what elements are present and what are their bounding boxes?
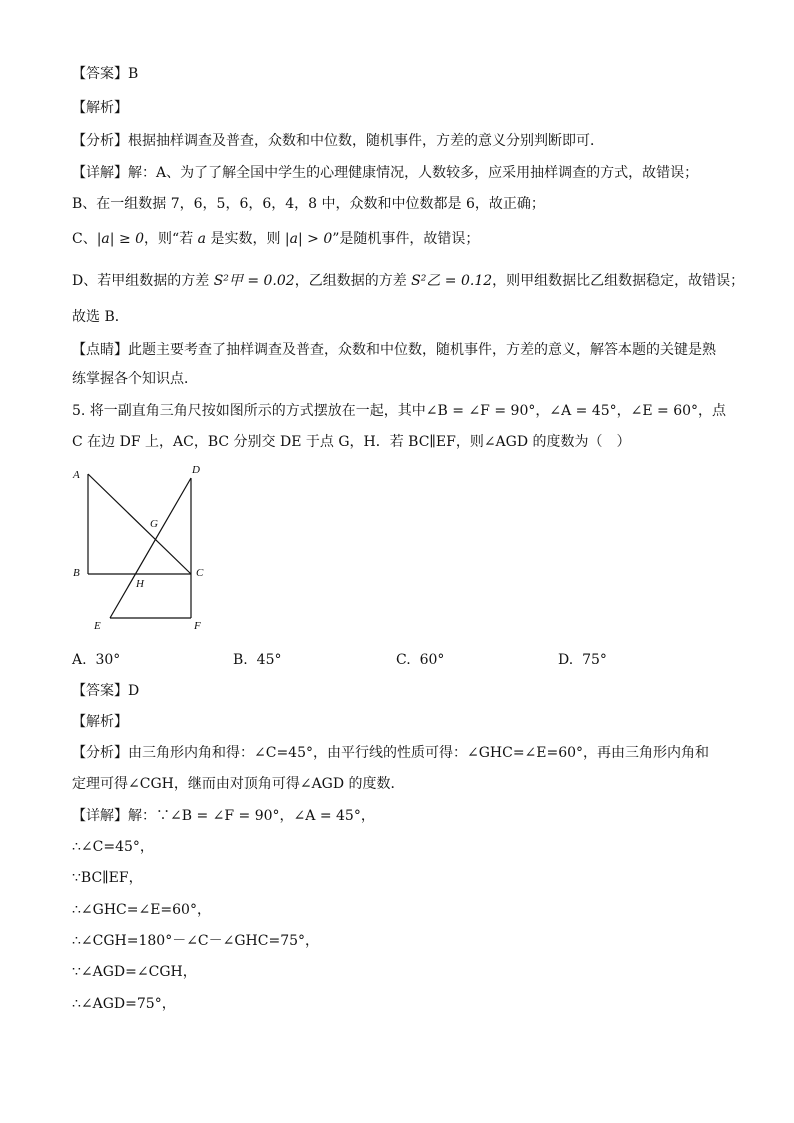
- choose-line: 故选 B．: [72, 309, 129, 325]
- step-4: ∴∠CGH=180°－∠C－∠GHC=75°，: [72, 933, 320, 949]
- c-mid: ，则“若: [144, 231, 198, 247]
- d-math-1: S²甲 = 0.02: [213, 273, 295, 289]
- detail-line-1: [72, 163, 698, 183]
- d-mid: ，乙组数据的方差: [294, 273, 412, 289]
- triangle-figure: [68, 458, 218, 638]
- option-d-letter: D.: [558, 652, 574, 668]
- analysis-heading-1: 【解析】: [72, 100, 128, 116]
- c-var: a: [197, 231, 207, 247]
- c-math-1: |a| ≥ 0: [96, 231, 145, 247]
- option-a-letter: A.: [72, 652, 87, 668]
- option-a-text: 30°: [95, 652, 121, 668]
- step-3: ∴∠GHC=∠E=60°，: [72, 902, 211, 918]
- fenxi-tag: 【分析】: [72, 133, 128, 149]
- answer-tag-2: 【答案】: [72, 683, 128, 699]
- d-prefix: D、若甲组数据的方差: [72, 273, 214, 289]
- detail-text-2: 解：∵∠B = ∠F = 90°，∠A = 45°，: [128, 808, 375, 824]
- c-mid-2: 是实数，则: [206, 231, 285, 247]
- c-post: ”是随机事件，故错误；: [332, 231, 480, 247]
- c-prefix: C、: [72, 231, 97, 247]
- step-2: ∵BC∥EF，: [72, 870, 143, 886]
- analysis-heading-2: 【解析】: [72, 714, 128, 730]
- fenxi-tag-2: 【分析】: [72, 745, 128, 761]
- dianjing-text: 此题主要考查了抽样调查及普查，众数和中位数，随机事件，方差的意义，解答本题的关键是熟: [128, 342, 716, 358]
- answer-line-1: [72, 64, 138, 84]
- segment-ac: [88, 474, 191, 574]
- option-c: [396, 650, 444, 670]
- label-h: H: [136, 578, 144, 590]
- option-c-explanation: [72, 229, 479, 249]
- label-a: A: [73, 469, 80, 481]
- answer-tag: 【答案】: [72, 66, 128, 82]
- option-d-text: 75°: [582, 652, 607, 668]
- answer-line-2: [72, 681, 139, 701]
- dianjing-line-2: 练掌握各个知识点．: [72, 371, 198, 387]
- fenxi-line-2b: 定理可得∠CGH，继而由对顶角可得∠AGD 的度数．: [72, 776, 405, 792]
- option-a: [72, 650, 120, 670]
- step-6: ∴∠AGD=75°，: [72, 996, 176, 1012]
- dianjing-line-1: [72, 340, 716, 360]
- detail-tag-2: 【详解】: [72, 808, 128, 824]
- option-b-explanation: B、在一组数据 7，6，5，6，6，4，8 中，众数和中位数都是 6，故正确；: [72, 196, 545, 212]
- fenxi-text-2: 由三角形内角和得：∠C=45°，由平行线的性质可得：∠GHC=∠E=60°，再由三角形内角和: [128, 745, 710, 761]
- question-5-line-2: C 在边 DF 上，AC，BC 分别交 DE 于点 G，H．若 BC∥EF，则∠AGD 的度数为（ ）: [72, 434, 631, 450]
- detail-tag: 【详解】: [72, 165, 128, 181]
- dianjing-tag: 【点睛】: [72, 342, 128, 358]
- option-b-text: 45°: [256, 652, 282, 668]
- label-c: C: [196, 567, 204, 579]
- option-d: [558, 650, 607, 670]
- fenxi-line-2a: [72, 743, 709, 763]
- answer-value: B: [128, 66, 139, 82]
- label-e: E: [94, 620, 101, 632]
- question-5-line-1: 5. 将一副直角三角尺按如图所示的方式摆放在一起，其中∠B = ∠F = 90°，∠A = 45°，∠E = 60°，点: [72, 403, 727, 419]
- option-c-letter: C.: [396, 652, 411, 668]
- c-math-2: |a| > 0: [284, 231, 333, 247]
- step-5: ∵∠AGD=∠CGH，: [72, 964, 197, 980]
- answer-value-2: D: [128, 683, 140, 699]
- label-d: D: [192, 464, 200, 476]
- d-math-2: S²乙 = 0.12: [411, 273, 493, 289]
- label-b: B: [73, 567, 80, 579]
- step-1: ∴∠C=45°，: [72, 839, 154, 855]
- segment-de: [110, 478, 191, 618]
- option-c-text: 60°: [419, 652, 445, 668]
- fenxi-text: 根据抽样调查及普查，众数和中位数，随机事件，方差的意义分别判断即可．: [128, 133, 604, 149]
- fenxi-line-1: [72, 131, 604, 151]
- option-d-explanation: [72, 271, 744, 291]
- label-g: G: [150, 518, 158, 530]
- detail-text: 解：A、为了了解全国中学生的心理健康情况，人数较多，应采用抽样调查的方式，故错误；: [128, 165, 699, 181]
- option-b: [233, 650, 281, 670]
- d-post: ，则甲组数据比乙组数据稳定，故错误；: [492, 273, 745, 289]
- option-b-letter: B.: [233, 652, 248, 668]
- detail-line-2: [72, 806, 375, 826]
- label-f: F: [194, 620, 201, 632]
